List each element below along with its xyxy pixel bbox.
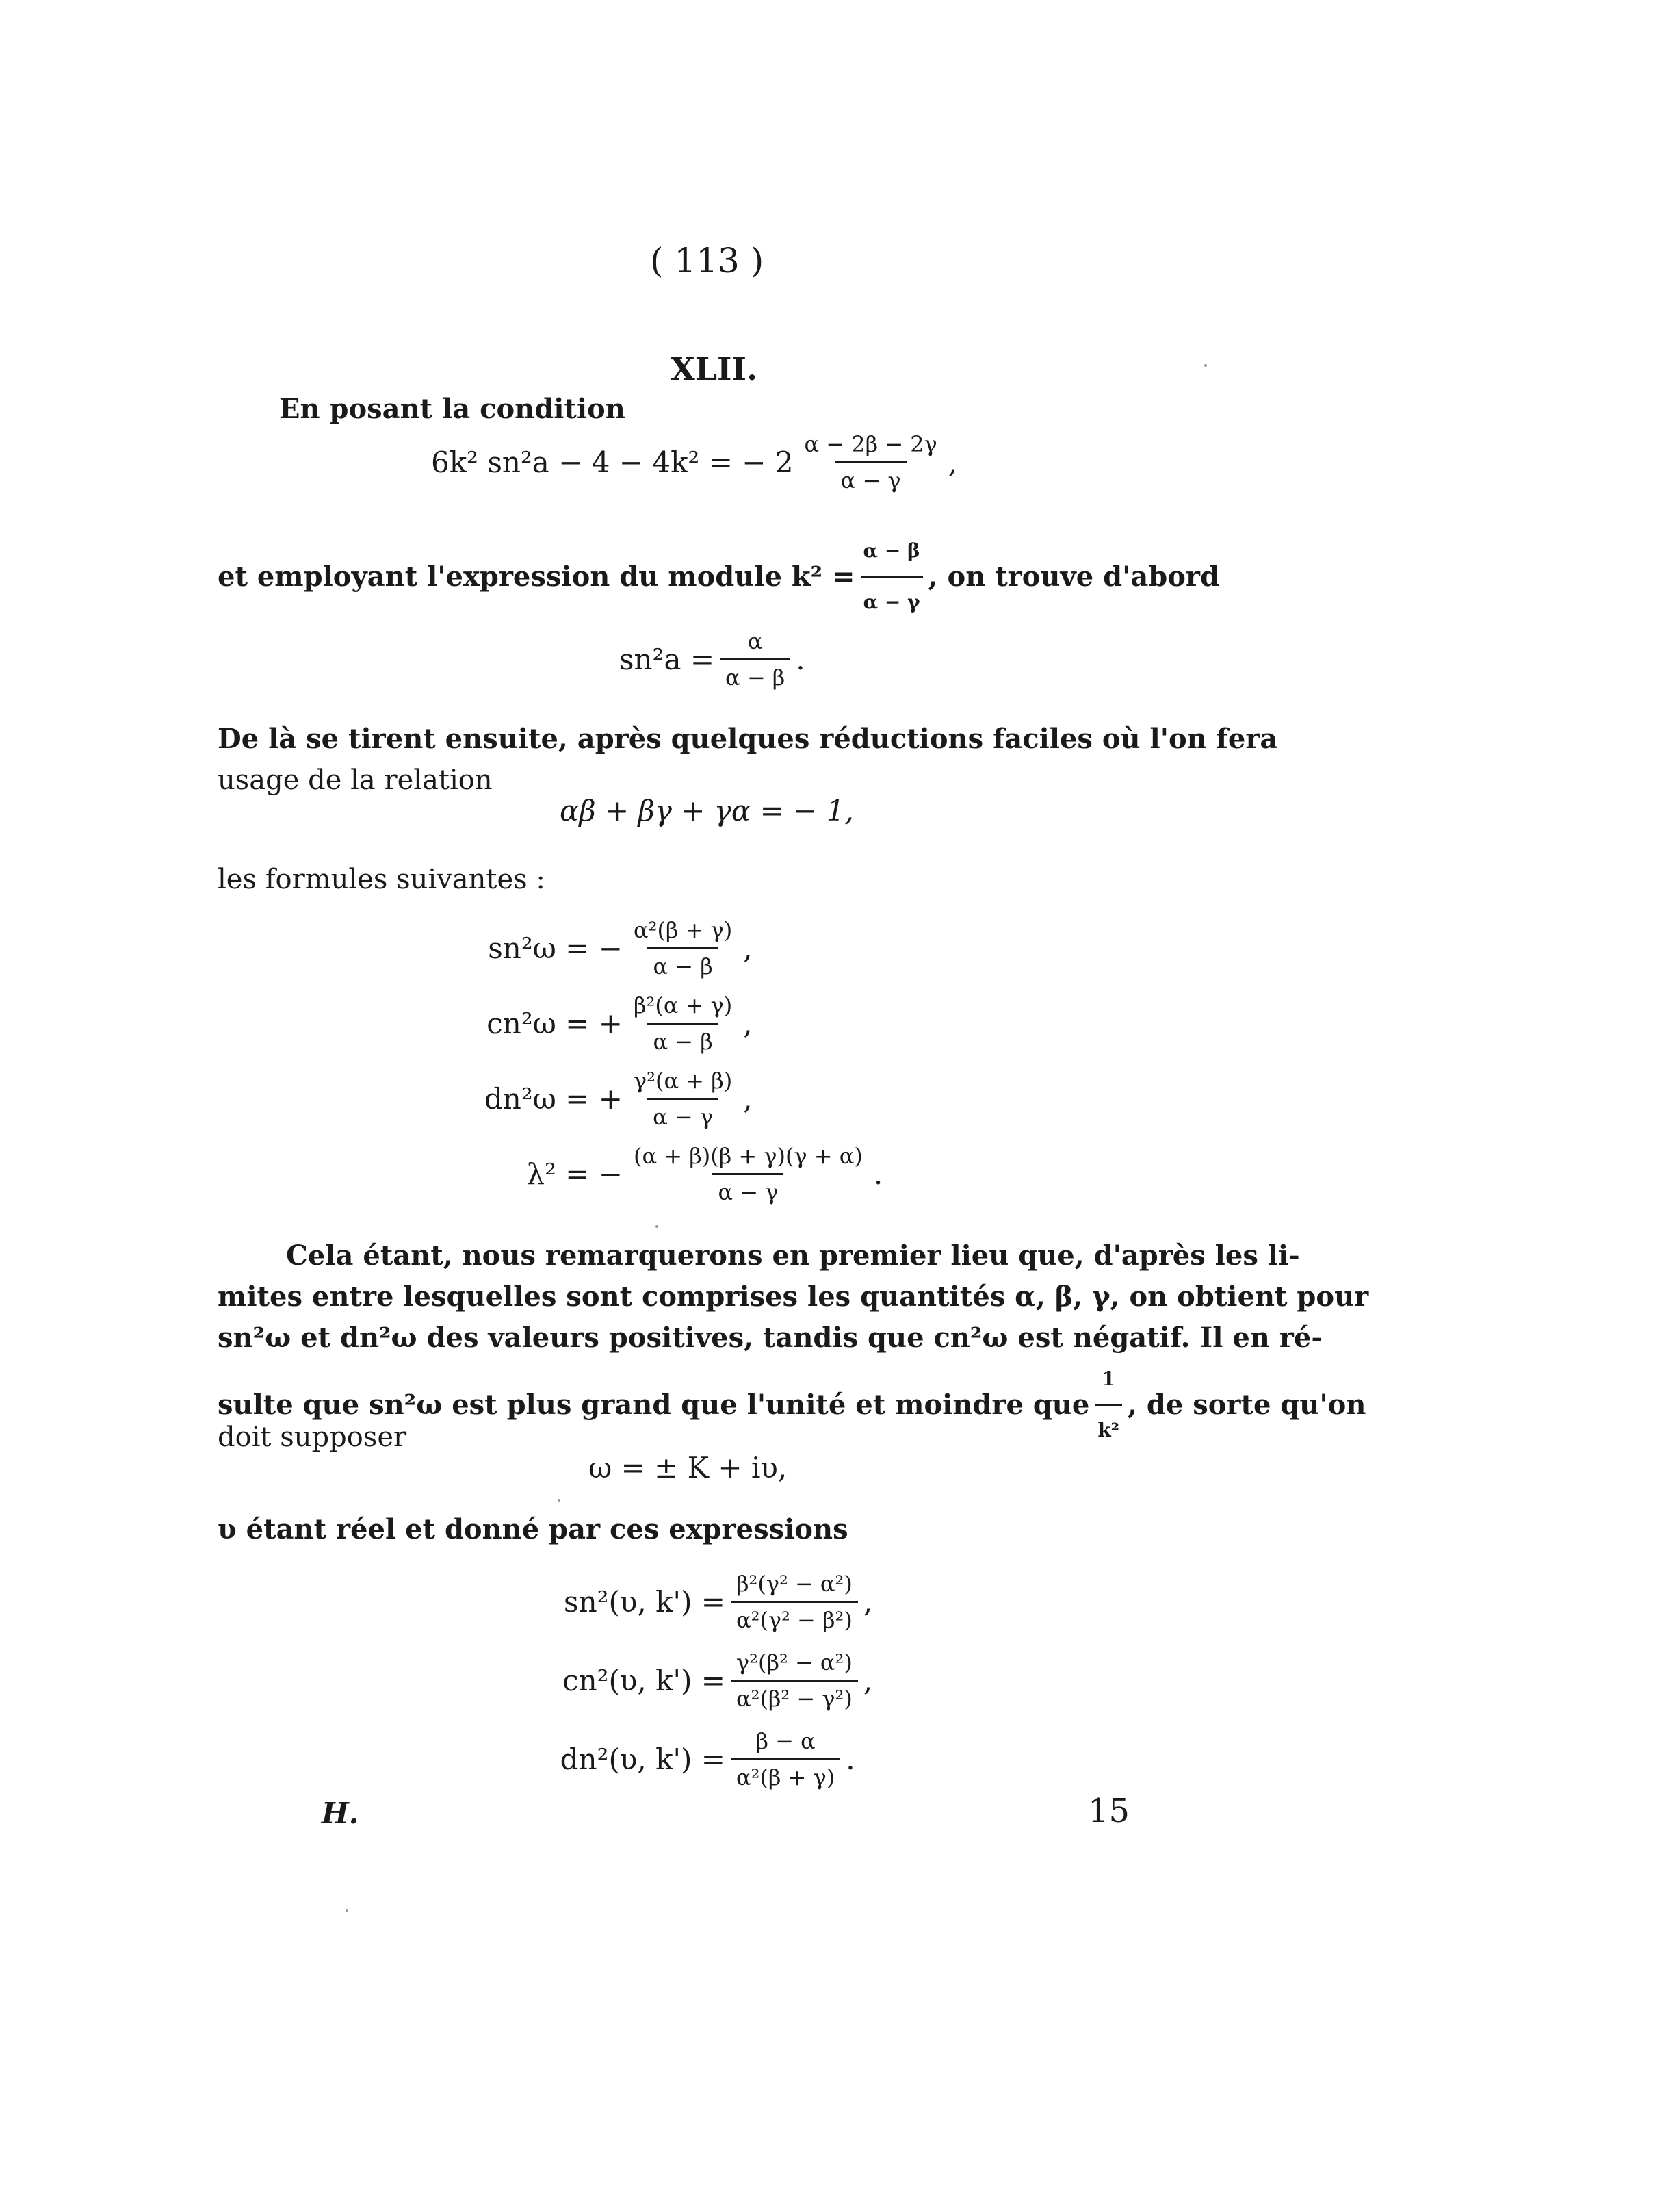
formula-dn2-omega (472, 1068, 753, 1130)
equation-condition (431, 431, 957, 493)
formula-cn2-upsilon (554, 1649, 872, 1712)
scan-speck (558, 1499, 560, 1502)
fraction-numerator: α − 2β − 2γ (804, 431, 937, 457)
formula-lambda2 (472, 1143, 883, 1205)
fraction-denominator: α − β (647, 947, 718, 979)
formula-lhs: cn²(υ, k') = (562, 1664, 725, 1697)
formula-end: , (743, 1007, 753, 1040)
paragraph-text-after: , on trouve d'abord (928, 560, 1219, 593)
fraction-numerator: 1 (1102, 1367, 1115, 1390)
formula-lhs: dn²ω = + (484, 1082, 623, 1116)
inline-fraction (1095, 1359, 1122, 1451)
fraction (628, 1068, 738, 1130)
formula-cn2-omega (472, 992, 753, 1055)
scan-speck (1204, 364, 1207, 367)
fraction-denominator: α − γ (647, 1098, 718, 1130)
fraction-denominator: α²(γ² − β²) (731, 1601, 858, 1633)
inline-fraction (861, 530, 923, 623)
formula-lhs: sn²ω = − (488, 931, 623, 965)
equation-lhs: sn²a = (619, 643, 715, 676)
paragraph-text-after: , de sorte qu'on (1128, 1388, 1366, 1421)
fraction (628, 1143, 868, 1205)
paragraph-text-before: et employant l'expression du module k² = (218, 560, 855, 593)
fraction-numerator: β²(α + γ) (634, 992, 733, 1018)
fraction-denominator: α − γ (835, 461, 907, 493)
paragraph-formulas-intro: les formules suivantes : (218, 864, 545, 895)
fraction (628, 917, 738, 979)
fraction-numerator: α²(β + γ) (634, 917, 733, 943)
fraction-denominator: α²(β + γ) (731, 1758, 840, 1790)
formula-end: , (863, 1664, 873, 1697)
fraction (731, 1649, 858, 1712)
fraction-denominator: α − γ (861, 576, 923, 623)
equation-lhs: 6k² sn²a − 4 − 4k² = − 2 (431, 446, 794, 479)
fraction-numerator: γ²(α + β) (634, 1068, 733, 1094)
paragraph-reductions-line2: usage de la relation (218, 764, 493, 796)
fraction (731, 1728, 840, 1790)
formula-sn2-omega (472, 917, 753, 979)
fraction (720, 628, 790, 691)
fraction-denominator: α²(β² − γ²) (731, 1680, 858, 1712)
fraction-denominator: k² (1095, 1404, 1122, 1451)
fraction-denominator: α − γ (712, 1173, 783, 1205)
equation-end: . (796, 643, 805, 676)
fraction-numerator: α (747, 628, 763, 654)
paragraph-intro: En posant la condition (279, 393, 625, 425)
formula-end: , (743, 1082, 753, 1116)
signature-number: 15 (1088, 1792, 1130, 1830)
formula-sn2-upsilon (554, 1571, 872, 1633)
formula-end: , (743, 931, 753, 965)
formula-lhs: sn²(υ, k') = (564, 1585, 725, 1619)
formula-dn2-upsilon (554, 1728, 855, 1790)
formula-lhs: cn²ω = + (486, 1007, 623, 1040)
scan-speck (655, 1225, 658, 1228)
paragraph-remark-line1: Cela étant, nous remarquerons en premier lieu que, d'après les li- (286, 1239, 1300, 1272)
paragraph-module (218, 530, 1219, 623)
fraction-denominator: α − β (647, 1023, 718, 1055)
formula-end: . (846, 1742, 855, 1776)
fraction (799, 431, 943, 493)
fraction-numerator: γ²(β² − α²) (736, 1649, 853, 1675)
paragraph-remark-line2: mites entre lesquelles sont comprises les quantités α, β, γ, on obtient pour (218, 1281, 1369, 1313)
paragraph-reductions-line1: De là se tirent ensuite, après quelques réductions faciles où l'on fera (218, 723, 1278, 755)
equation-end: , (948, 446, 958, 479)
paragraph-expressions: υ étant réel et donné par ces expressions (218, 1513, 848, 1545)
fraction (628, 992, 738, 1055)
paragraph-remark-line5: doit supposer (218, 1422, 407, 1453)
fraction-numerator: β − α (755, 1728, 816, 1754)
fraction-numerator: α − β (863, 539, 920, 562)
fraction (731, 1571, 858, 1633)
equation-omega: ω = ± K + iυ, (588, 1451, 788, 1484)
fraction-numerator: β²(γ² − α²) (736, 1571, 853, 1597)
equation-relation: αβ + βγ + γα = − 1, (560, 794, 854, 827)
scan-speck (346, 1909, 348, 1912)
formula-lhs: λ² = − (526, 1157, 623, 1191)
paragraph-text-before: sulte que sn²ω est plus grand que l'unité et moindre que (218, 1388, 1090, 1421)
formula-lhs: dn²(υ, k') = (560, 1742, 725, 1776)
paragraph-remark-line3: sn²ω et dn²ω des valeurs positives, tandis que cn²ω est négatif. Il en ré- (218, 1322, 1323, 1354)
section-heading: XLII. (671, 350, 758, 387)
equation-sn2a (619, 628, 805, 691)
formula-end: . (873, 1157, 883, 1191)
fraction-numerator: (α + β)(β + γ)(γ + α) (634, 1143, 863, 1169)
formula-end: , (863, 1585, 873, 1619)
fraction-denominator: α − β (720, 658, 790, 691)
signature-mark: H. (322, 1797, 359, 1830)
page-number: ( 113 ) (650, 241, 764, 281)
